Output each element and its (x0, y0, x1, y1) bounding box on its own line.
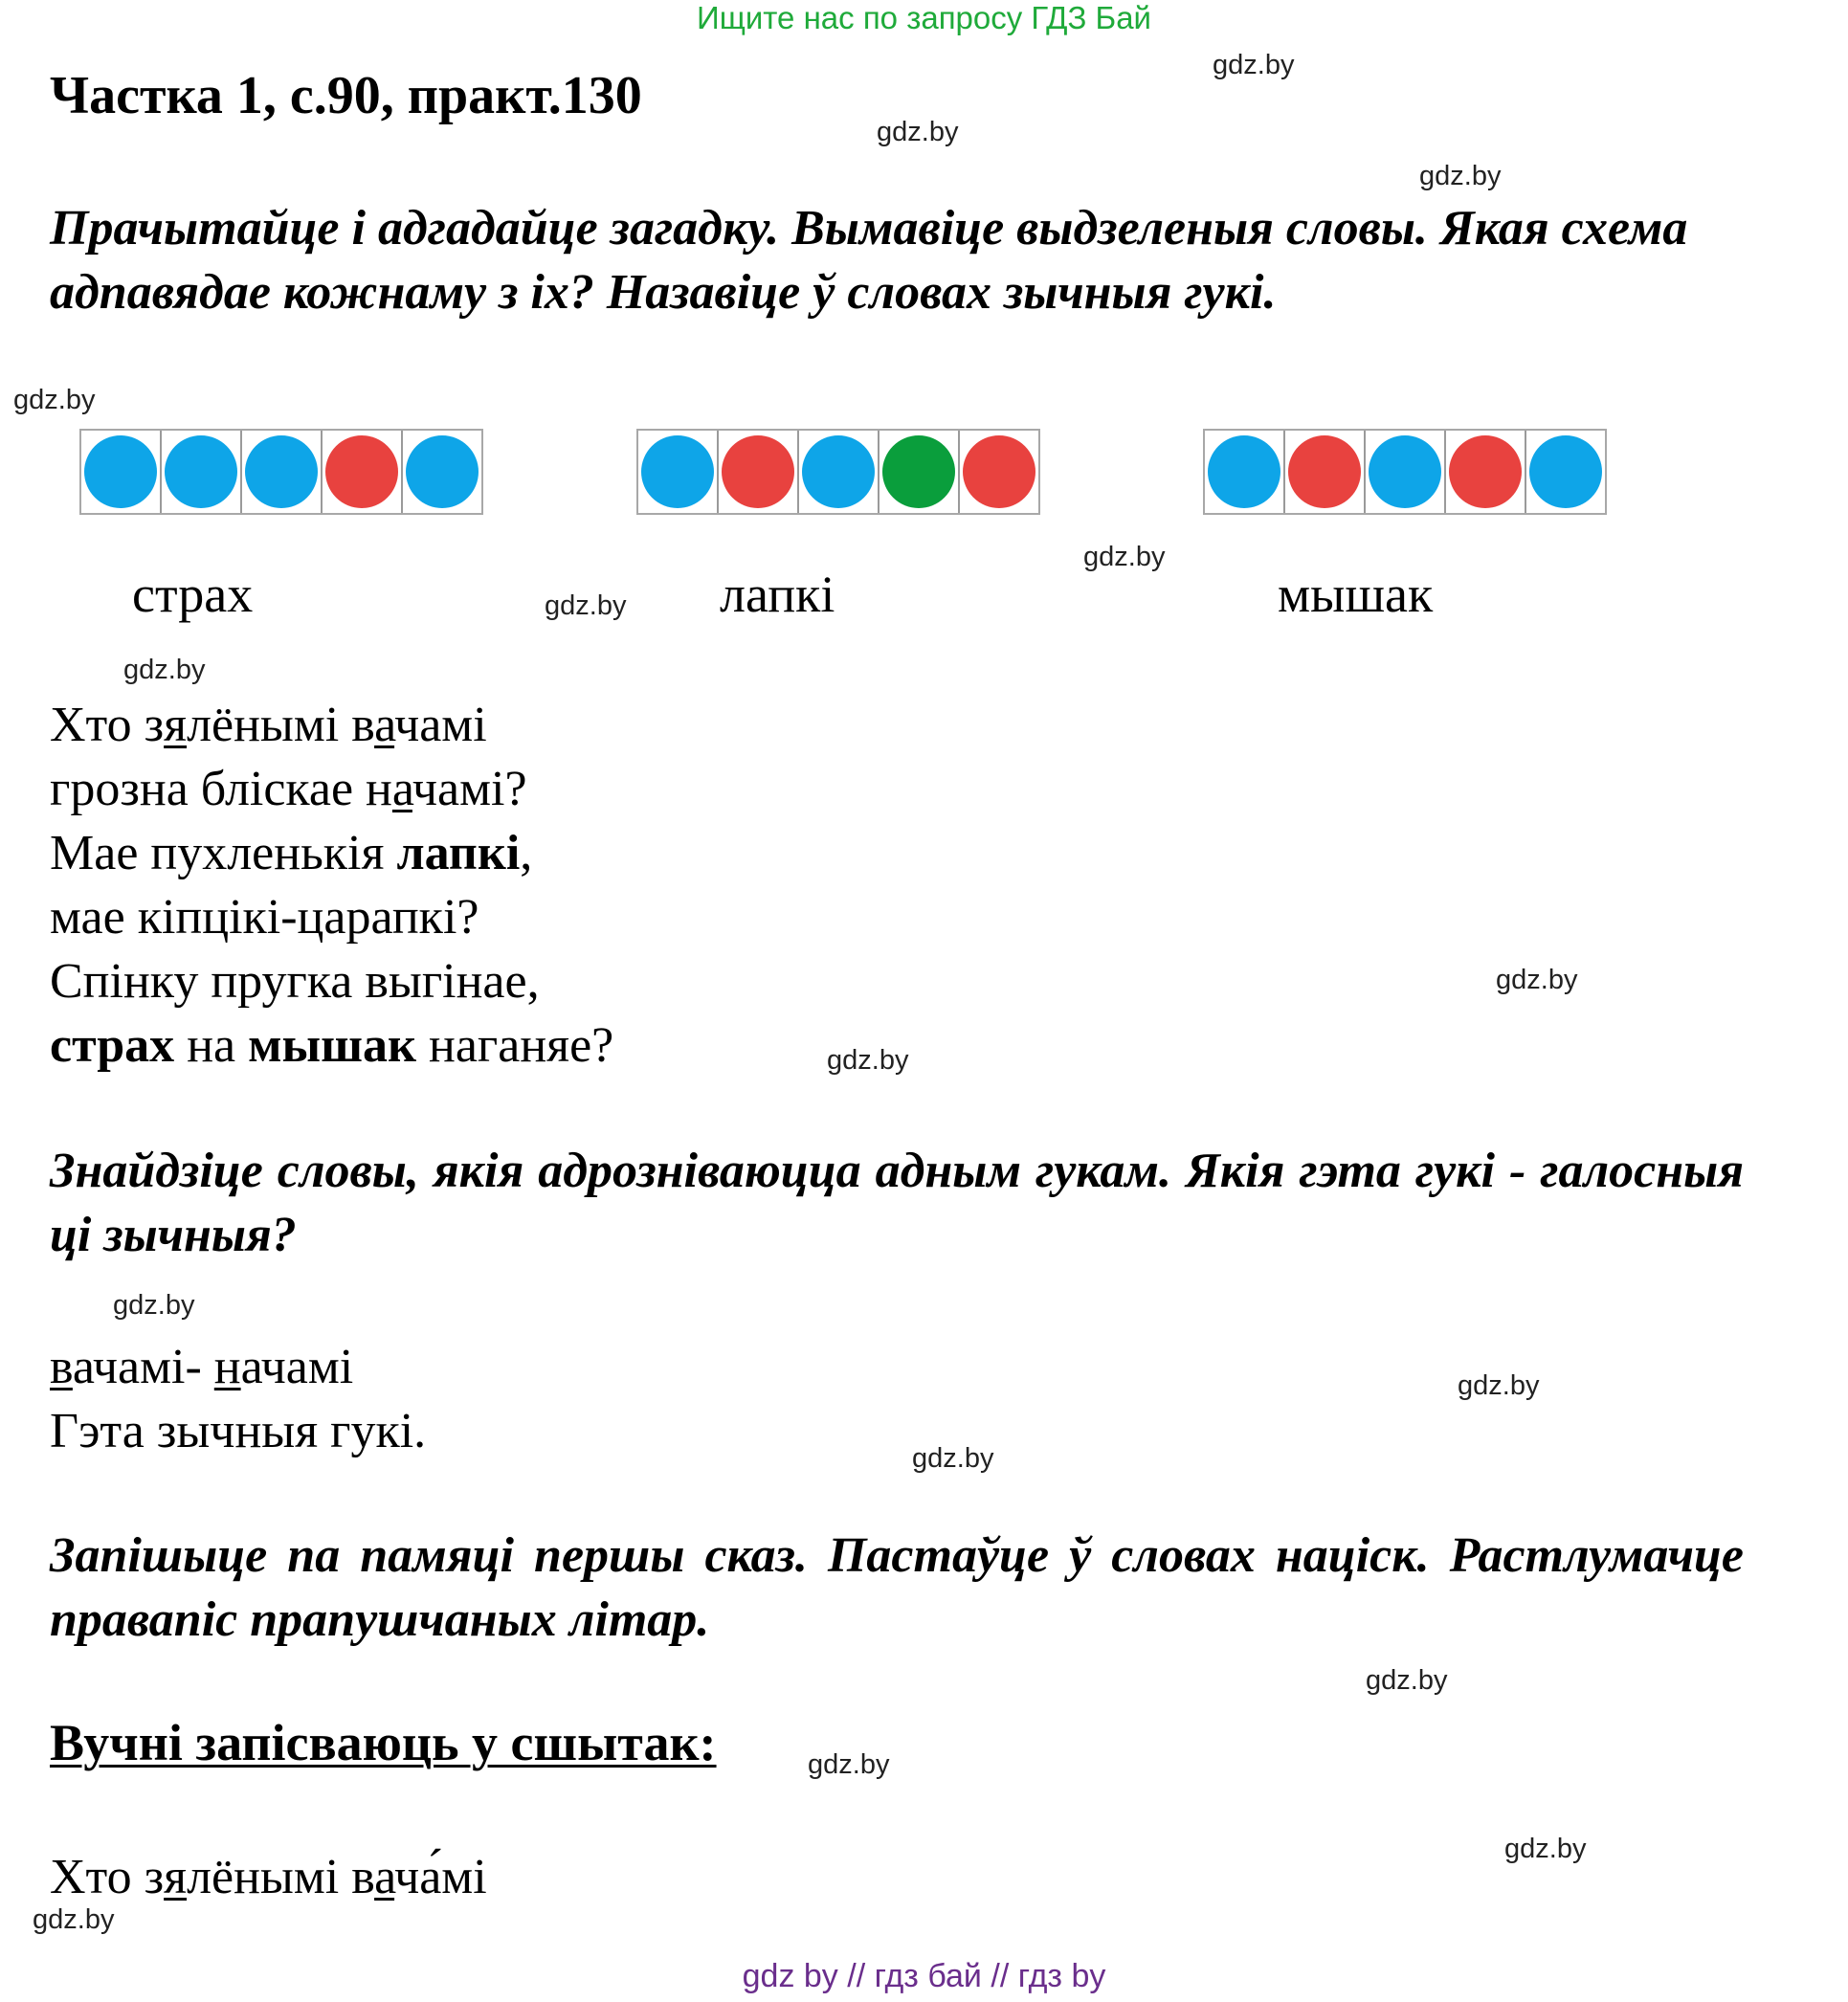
scheme-word-myshak: мышак (1278, 566, 1434, 623)
vowel-dot (1449, 435, 1522, 508)
hard-consonant-dot (641, 435, 714, 508)
scheme-cell (799, 431, 879, 513)
watermark: gdz.by (33, 1904, 115, 1935)
watermark: gdz.by (1504, 1834, 1587, 1864)
riddle-line-3: Мае пухленькія лапкі, (50, 826, 533, 880)
watermark: gdz.by (1213, 50, 1295, 80)
watermark: gdz.by (1366, 1665, 1448, 1696)
sound-scheme-lapki (636, 429, 1040, 515)
scheme-cell (403, 431, 481, 513)
hard-consonant-dot (1208, 435, 1280, 508)
scheme-cell (879, 431, 960, 513)
vowel-dot (722, 435, 794, 508)
watermark: gdz.by (13, 385, 96, 415)
vowel-dot (325, 435, 398, 508)
scheme-cell (1446, 431, 1526, 513)
scheme-cell (638, 431, 719, 513)
scheme-cell (1285, 431, 1366, 513)
search-banner: Ищите нас по запросу ГДЗ Бай (697, 0, 1151, 35)
watermark: gdz.by (545, 590, 627, 621)
scheme-word-lapki: лапкі (720, 566, 835, 623)
footer-links: gdz by // гдз бай // гдз by (742, 1958, 1106, 1994)
watermark: gdz.by (1458, 1370, 1540, 1401)
task-instruction-2: Знайдзіце словы, якія адрозніваюцца адным гукам. Якія гэта гукі - галосныя ці зычныя? (50, 1144, 1744, 1262)
answer-pair: вачамі- начамі (50, 1340, 354, 1394)
riddle-line-2: грозна бліскае начамі? (50, 762, 527, 816)
students-answer-line: Хто зялёнымі вача́мі (50, 1850, 487, 1904)
riddle-line-4: мае кіпцікі-царапкі? (50, 890, 479, 945)
task-instruction-1: Прачытайце і адгадайце загадку. Вымавіце выдзеленыя словы. Якая схема адпавядае кожнаму з іх? Назавіце ў словах зычныя гукі. (50, 201, 1688, 320)
soft-consonant-dot (882, 435, 955, 508)
hard-consonant-dot (406, 435, 479, 508)
riddle-line-1: Хто зялёнымі вачамі (50, 698, 487, 752)
scheme-word-strakh: страх (132, 566, 254, 623)
scheme-cell (1205, 431, 1285, 513)
scheme-cell (1526, 431, 1605, 513)
scheme-cell (1366, 431, 1446, 513)
watermark: gdz.by (877, 117, 959, 147)
hard-consonant-dot (802, 435, 875, 508)
scheme-cell (323, 431, 403, 513)
page-title: Частка 1, с.90, практ.130 (50, 66, 642, 125)
riddle-line-5: Спінку пругка выгінае, (50, 954, 540, 1009)
sound-scheme-strakh (79, 429, 483, 515)
students-label: Вучні запісваюць у сшытак: (50, 1714, 717, 1771)
watermark: gdz.by (113, 1290, 195, 1321)
watermark: gdz.by (1419, 161, 1502, 191)
scheme-cell (162, 431, 242, 513)
sound-scheme-myshak (1203, 429, 1607, 515)
watermark: gdz.by (1083, 542, 1166, 572)
watermark: gdz.by (827, 1045, 909, 1076)
hard-consonant-dot (245, 435, 318, 508)
scheme-cell (960, 431, 1038, 513)
answer-conclusion: Гэта зычныя гукі. (50, 1404, 427, 1458)
hard-consonant-dot (165, 435, 237, 508)
task-instruction-3: Запішыце па памяці першы сказ. Пастаўце ў словах націск. Растлумачце правапіс прапушчаных літар. (50, 1528, 1744, 1647)
hard-consonant-dot (1529, 435, 1602, 508)
vowel-dot (1288, 435, 1361, 508)
hard-consonant-dot (1369, 435, 1441, 508)
watermark: gdz.by (808, 1749, 890, 1780)
vowel-dot (963, 435, 1035, 508)
watermark: gdz.by (1496, 965, 1578, 995)
watermark: gdz.by (123, 655, 206, 685)
scheme-cell (242, 431, 323, 513)
scheme-cell (81, 431, 162, 513)
watermark: gdz.by (912, 1443, 994, 1474)
riddle-line-6: страх на мышак наганяе? (50, 1018, 614, 1073)
hard-consonant-dot (84, 435, 157, 508)
scheme-cell (719, 431, 799, 513)
